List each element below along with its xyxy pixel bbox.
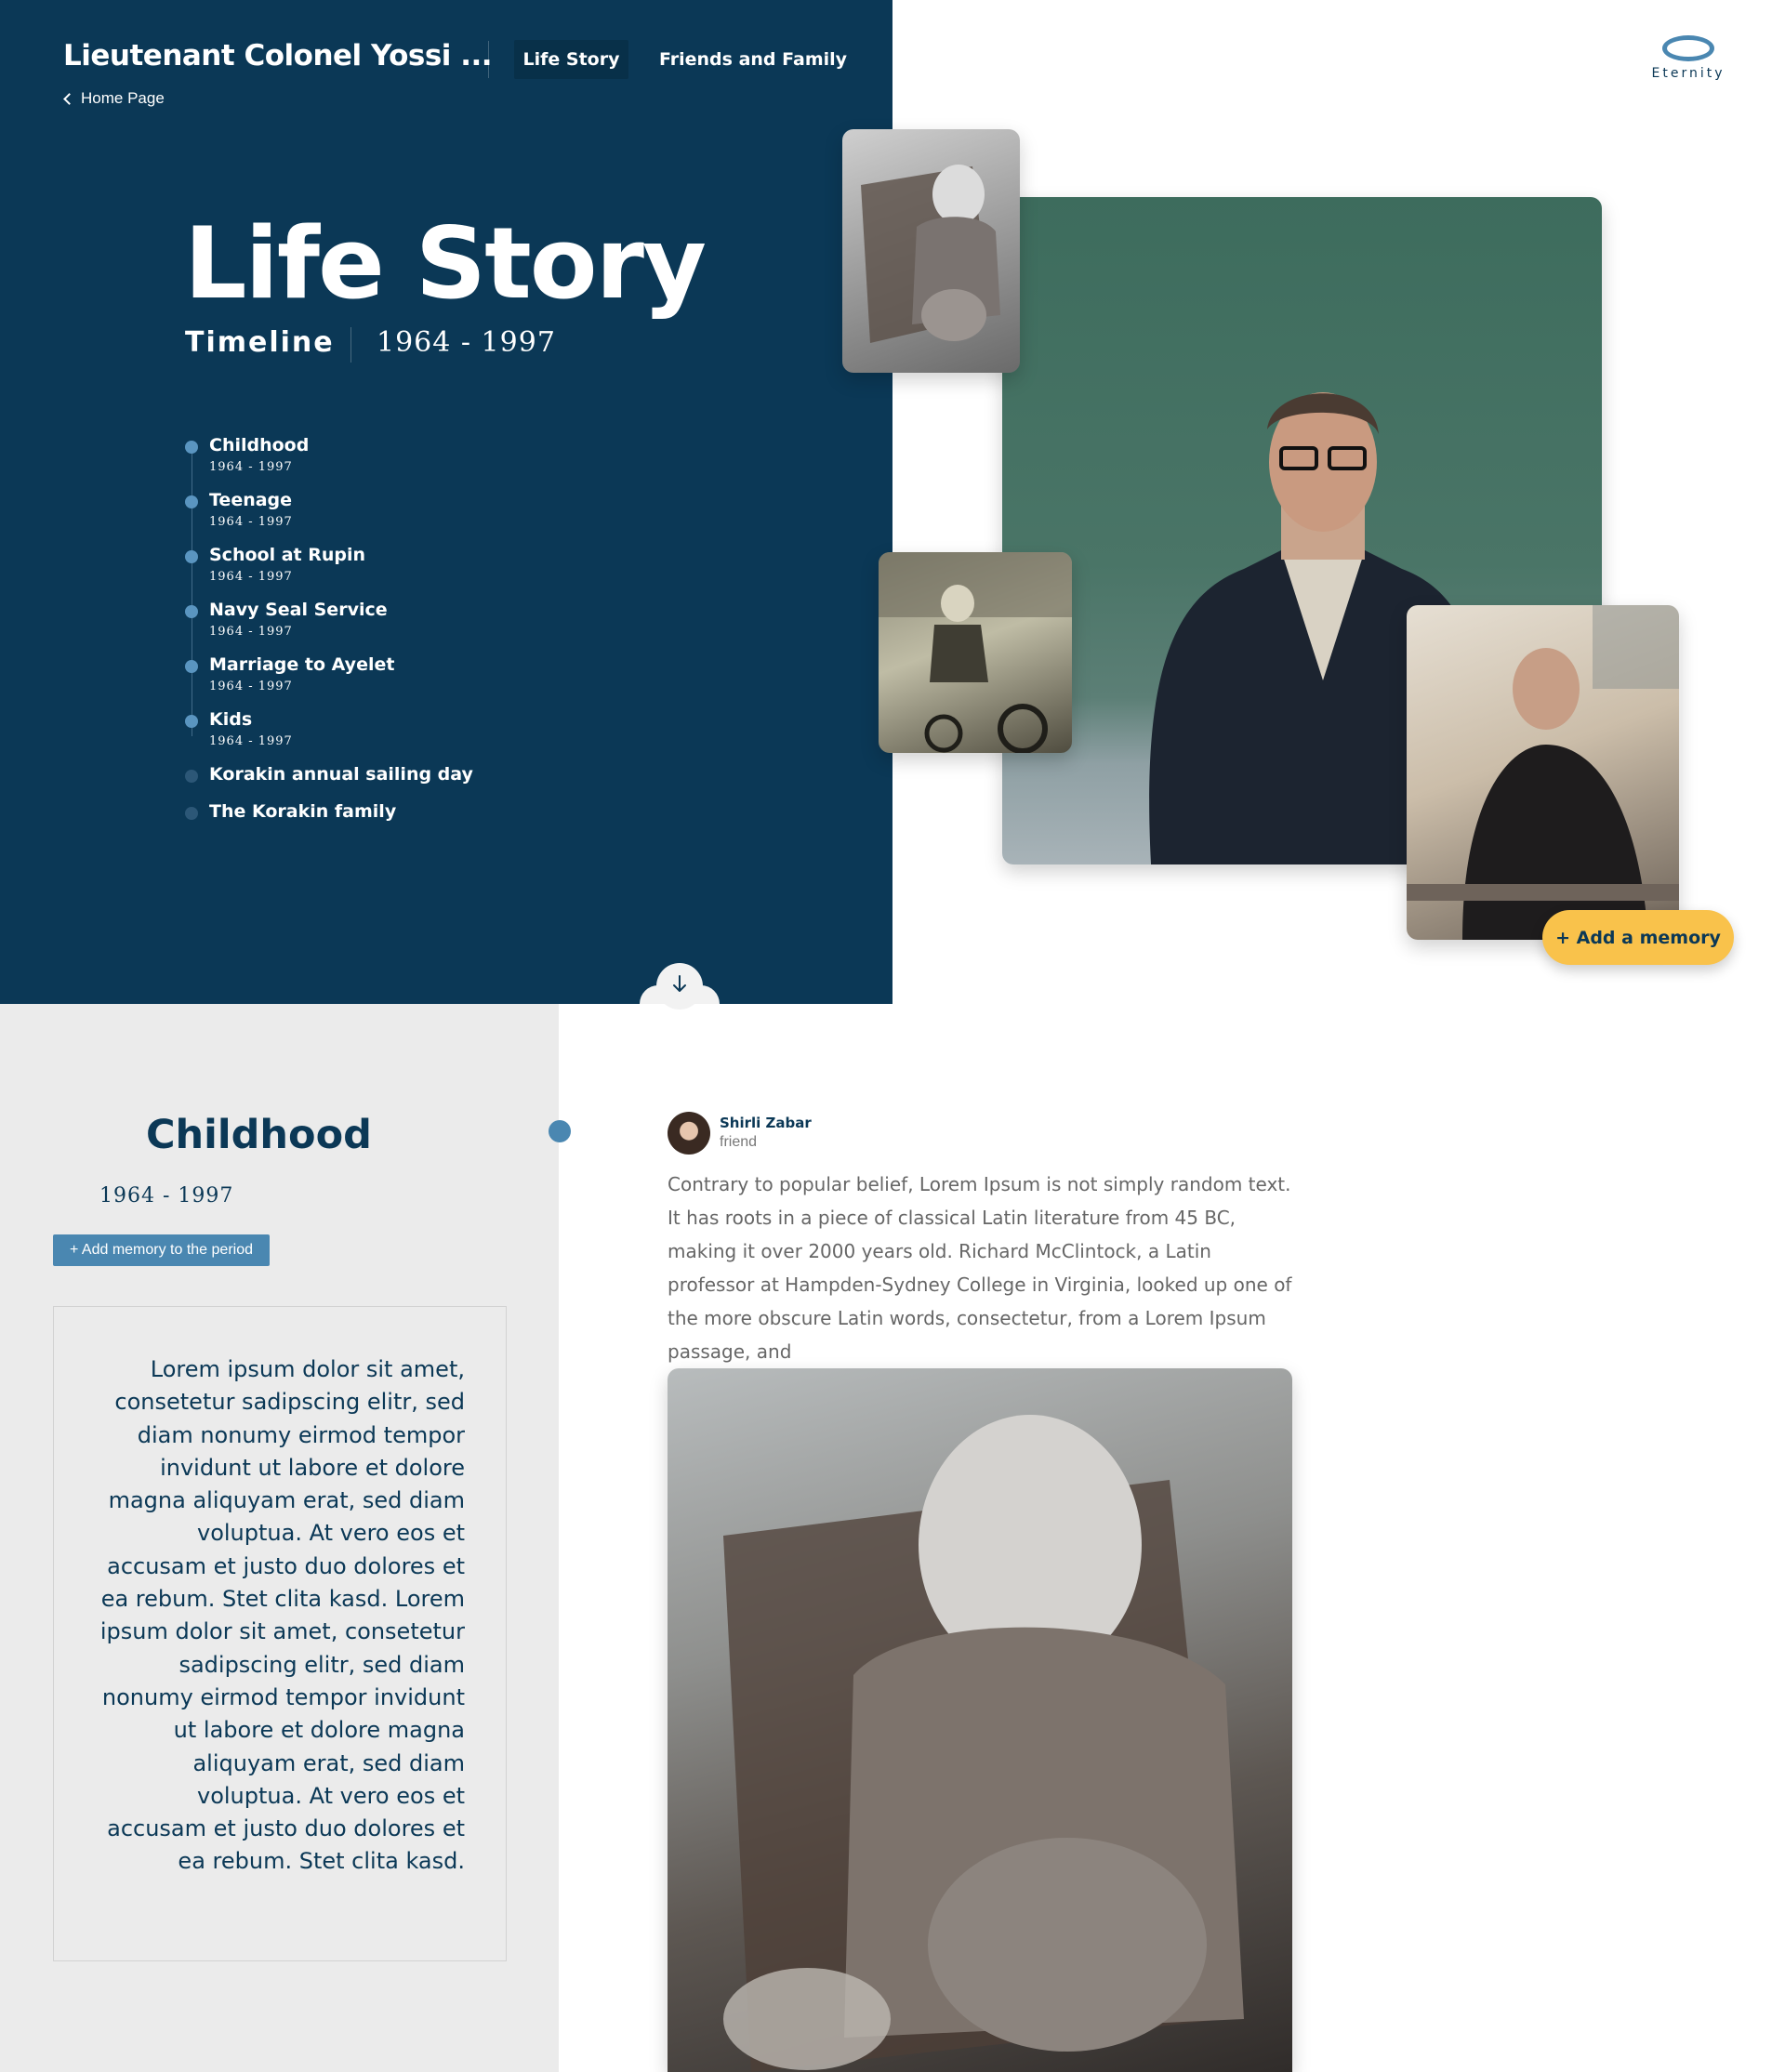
- timeline-item-range: 1964 - 1997: [209, 515, 293, 529]
- timeline-divider: [350, 327, 351, 363]
- timeline-item-name: Marriage to Ayelet: [209, 654, 395, 675]
- timeline-item-range: 1964 - 1997: [209, 680, 293, 693]
- memory-photo[interactable]: [668, 1368, 1292, 2072]
- page-title: Life Story: [184, 206, 705, 321]
- timeline-dot-icon: [549, 1120, 571, 1142]
- author-name[interactable]: Shirli Zabar: [720, 1115, 812, 1131]
- memory-text: Contrary to popular belief, Lorem Ipsum is not simply random text. It has roots in a piece of classical Latin literature from 45 BC, making it over 2000 years old. Richard McClintock, a Latin professor at Hampden-Sydney College in Virginia, looked up one of the more obscure Latin words, consectetur, from a Lorem Ipsum passage, and: [668, 1173, 1292, 1363]
- baby-illustration: [842, 129, 1020, 373]
- timeline-dot-icon: [185, 715, 198, 728]
- timeline-item-range: 1964 - 1997: [209, 625, 293, 639]
- timeline-item-name: Childhood: [209, 435, 310, 455]
- timeline-label: Timeline: [185, 326, 335, 359]
- timeline-dot-icon: [185, 660, 198, 673]
- timeline-item-range: 1964 - 1997: [209, 570, 293, 584]
- baby-photo-illustration: [668, 1368, 1292, 2072]
- timeline-dot-icon: [185, 770, 198, 783]
- add-memory-to-period-button[interactable]: + Add memory to the period: [53, 1234, 270, 1266]
- timeline-item-name: The Korakin family: [209, 801, 397, 822]
- timeline-years: 1964 - 1997: [377, 326, 556, 359]
- boy-on-bike-photo-thumbnail[interactable]: [879, 552, 1072, 753]
- add-memory-button[interactable]: + Add a memory: [1542, 910, 1734, 965]
- chevron-left-icon: [63, 93, 75, 105]
- timeline-item-name: Kids: [209, 709, 253, 730]
- home-page-label: Home Page: [81, 89, 165, 107]
- timeline-item-name: Navy Seal Service: [209, 600, 388, 620]
- site-title[interactable]: Lieutenant Colonel Yossi ...: [63, 39, 493, 73]
- nav-divider: [488, 41, 489, 78]
- hero-panel: [0, 0, 892, 1004]
- home-page-link[interactable]: [65, 89, 165, 108]
- timeline-dot-icon: [185, 441, 198, 454]
- timeline-item-range: 1964 - 1997: [209, 734, 293, 748]
- timeline-dot-icon: [185, 550, 198, 563]
- timeline-item-name: Korakin annual sailing day: [209, 764, 473, 785]
- timeline-item-name: Teenage: [209, 490, 293, 510]
- timeline-item-range: 1964 - 1997: [209, 460, 293, 474]
- timeline-item-name: School at Rupin: [209, 545, 366, 565]
- timeline-dot-icon: [185, 605, 198, 618]
- eternity-logo-icon: [1662, 35, 1714, 61]
- tab-life-story[interactable]: Life Story: [514, 40, 628, 79]
- period-description-text: Lorem ipsum dolor sit amet, consetetur sadipscing elitr, sed diam nonumy eirmod tempor invidunt ut labore et dolore magna aliquyam erat, sed diam voluptua. At vero eos et accusam et justo duo dolores et ea rebum. Stet clita kasd. Lorem ipsum dolor sit amet, consetetur sadipscing elitr, sed diam nonumy eirmod tempor invidunt ut labore et dolore magna aliquyam erat, sed diam voluptua. At vero eos et accusam et justo duo dolores et ea rebum. Stet clita kasd.: [99, 1356, 465, 1875]
- tab-friends-and-family[interactable]: Friends and Family: [659, 49, 848, 70]
- man-coat-illustration: [1407, 605, 1679, 940]
- baby-photo-thumbnail[interactable]: [842, 129, 1020, 373]
- eternity-logo[interactable]: [1640, 35, 1737, 81]
- timeline-dot-icon: [185, 807, 198, 820]
- section-title: Childhood: [146, 1112, 372, 1158]
- boy-bike-illustration: [879, 552, 1072, 753]
- section-years: 1964 - 1997: [99, 1184, 234, 1208]
- author-relation: friend: [720, 1134, 758, 1150]
- avatar[interactable]: [668, 1112, 710, 1155]
- arrow-down-icon: [666, 970, 694, 998]
- man-in-coat-photo-thumbnail[interactable]: [1407, 605, 1679, 940]
- logo-text: Eternity: [1651, 66, 1726, 81]
- timeline-dot-icon: [185, 495, 198, 508]
